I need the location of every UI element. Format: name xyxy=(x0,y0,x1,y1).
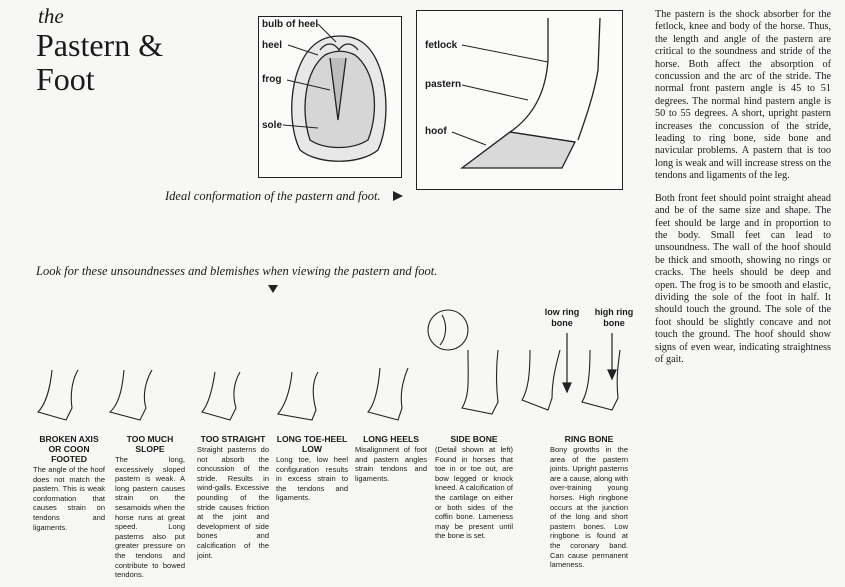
condition-too-straight xyxy=(197,434,269,560)
caption-look: Look for these unsoundnesses and blemishes when viewing the pastern and foot. xyxy=(36,264,438,278)
label-high-ring-bone: high ring bone xyxy=(594,307,634,328)
leg-side-drawing xyxy=(462,18,600,168)
leg-leader-lines xyxy=(452,45,548,145)
condition-text: The angle of the hoof does not match the pastern. This is weak conformation that causes strain on tendons and ligaments. xyxy=(33,465,105,532)
page-title: Pastern & Foot xyxy=(36,27,164,97)
label-sole: sole xyxy=(262,120,283,131)
condition-side-bone xyxy=(435,434,513,541)
condition-title: TOO MUCH SLOPE xyxy=(126,434,174,454)
title-the: the xyxy=(38,4,64,28)
hoof-sole-drawing xyxy=(292,36,386,161)
condition-sketches xyxy=(38,310,620,420)
condition-text: Straight pasterns do not absorb the concussion of the stride. Results in wind-galls. Excessive pounding of the stride causes friction at the joint and development of side bones and calcification of the joint. xyxy=(197,445,269,560)
right-column-text xyxy=(655,9,831,376)
condition-ring-bone xyxy=(550,434,628,570)
label-fetlock: fetlock xyxy=(425,40,458,51)
condition-text: (Detail shown at left) Found in horses that toe in or toe out, are bow legged or knock kneed. A calcification of the cartilage on either or both sides of the coffin bone. Lameness may be present until the bone is set. xyxy=(435,445,513,541)
condition-too-much-slope xyxy=(115,434,185,580)
paragraph-pastern: The pastern is the shock absorber for the fetlock, knee and body of the horse. Thus, the length and angle of the pastern are critical to the soundness and stride of the horse. Both affect the absorption of concussion and the arc of the stride. The normal front pastern angle is 45 to 51 degrees. The normal hind pastern angle is 50 to 55 degrees. A short, upright pastern increases the concussion of the stride, leading to ring bone, side bone and navicular problems. A pastern that is too long is weak and will increase stress on the tendons and ligaments of the leg. xyxy=(655,9,831,182)
label-pastern: pastern xyxy=(425,79,462,90)
condition-title: TOO STRAIGHT xyxy=(200,434,266,444)
condition-text: The long, excessively sloped pastern is weak. A long pastern causes strain on the sesamoids when the horse runs at great speed. Long pasterns also put greater pressure on the tendons and contribute to bowed tendons. xyxy=(115,455,185,580)
caption-ideal: Ideal conformation of the pastern and foot. xyxy=(165,189,381,203)
right-arrow-icon xyxy=(393,191,403,201)
condition-broken-axis xyxy=(33,434,105,532)
label-heel: heel xyxy=(262,40,283,51)
condition-long-toe-heel-low xyxy=(276,434,348,503)
label-hoof: hoof xyxy=(425,126,447,137)
label-bulb-of-heel: bulb of heel xyxy=(262,19,319,30)
condition-long-heels xyxy=(355,434,427,483)
condition-text: Long toe, low heel configuration results in excess strain to the tendons and ligaments. xyxy=(276,455,348,503)
down-arrow-icon xyxy=(268,285,278,293)
condition-title: RING BONE xyxy=(564,434,614,444)
condition-title: LONG TOE-HEEL LOW xyxy=(276,434,348,454)
condition-title: SIDE BONE xyxy=(450,434,498,444)
condition-title: LONG HEELS xyxy=(363,434,419,444)
condition-text: Bony growths in the area of the pastern joints. Upright pasterns are a cause, along with over-training young horses. High ringbone occurs at the junction of the long and short pastern bones. Low ringbone is found at the coronary band. Can cause permanent lameness. xyxy=(550,445,628,570)
label-frog: frog xyxy=(262,74,282,85)
paragraph-feet: Both front feet should point straight ahead and be of the same size and shape. The feet should be large and in proportion to the body. Small feet can lead to unsoundness. The wall of the hoof should be thick and smooth, showing no rings or cracks. The heels should be deep and open. The frog is to be smooth and elastic, dividing the sole of the foot in half. It should touch the ground. The sole of the foot should be slightly concave and not touch the ground. The hoof should show signs of even wear, indicating straightness of gait. xyxy=(655,192,831,365)
condition-title: BROKEN AXIS OR COON FOOTED xyxy=(39,434,99,464)
condition-text: Misalignment of foot and pastern angles strain tendons and ligaments. xyxy=(355,445,427,483)
label-low-ring-bone: low ring bone xyxy=(544,307,580,328)
